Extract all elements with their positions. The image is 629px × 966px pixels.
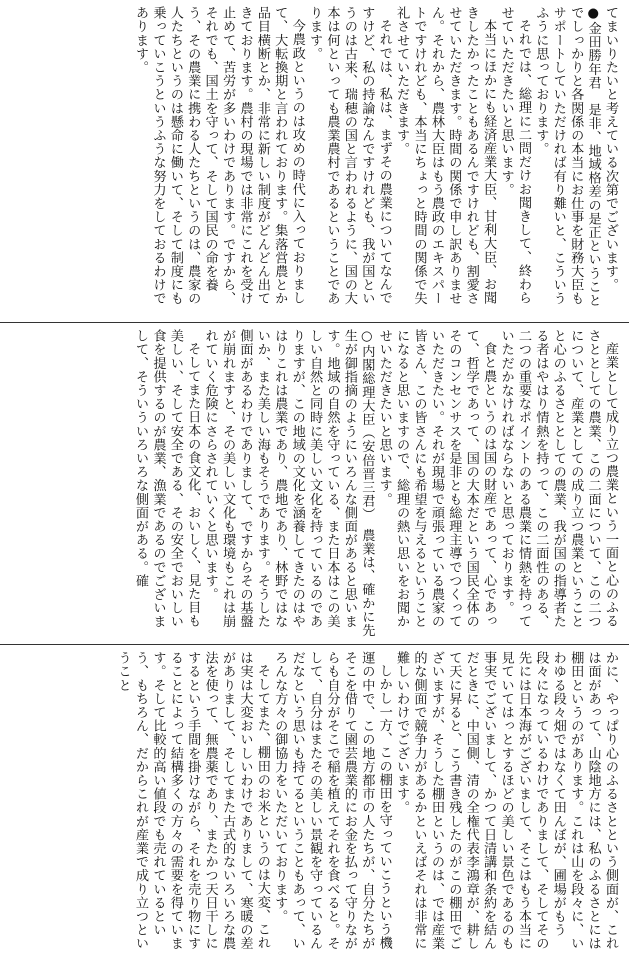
paragraph: そしてまた日本の食文化、おいしく、見た目も美しい、そして安全である、その安全でおいしい食を提供するのが農業、漁業であるのでございまして、そういういろいろな側面がある。確	[133, 329, 201, 629]
paragraph: てまいりたいと考えている次第でございます。	[603, 6, 618, 292]
vertical-text-column	[10, 329, 619, 639]
text-block-bottom	[0, 644, 629, 966]
paragraph-speaker-kaneda: ●金田勝年君 是非、地域格差の是正ということでしっかりと各関係の本当にお仕事を財務大臣もサポートしていただければ有り難いと、こういうふうに思っております。	[533, 6, 601, 307]
paragraph: それでは、総理に二問だけお聞きして、終わらせていただきたいと思います。	[498, 6, 531, 305]
paragraph: それでは、私は、まずその農業についてなんですけど、私の持論なんですけれども、我が国というのは古来、瑞穂の国と言われるように、国の大本は何といっても農業農村であるということであります。	[307, 6, 392, 306]
text-block-middle	[0, 322, 629, 644]
paragraph-speaker-abe: ○内閣総理大臣（安倍晋三君） 農業は、確かに先生が御指摘のようにいろんな側面があると思います。地域の自然を守っている、また日本はこの美しい自然と同時に美しい文化を持っているのでありますが、この地域の文化を涵養してきたのはやはりこれは農業であり、農地であり、林野ではないか、また美しい海もそうであります。そうした側面があるわけでありまして、ですからその基盤が崩れますと、その美しい文化も環境もこれは崩れていく危険にさらされていくと思います。	[202, 329, 375, 637]
paragraph: しかし一方、この棚田を守っていこうという機運の中で、この地方都市の人たちが、自分たちがそこを借りて園芸農業的にお金を払って守りながらも自分がそこで稲を植えてそれを食べると。そして、自分はまたその美しい景観を守っているんだなという思いも持てるということもあって、いろんな方々の御協力をいただいております。	[272, 651, 392, 951]
paragraph: そしてまた、棚田のお米というのは大変、これは実は大変おいしいわけでありまして、寒暖の差がありまして、そしてまた古式的ないろいろな農法を使って、無農薬であり、またかつ天日干しにするという手間を掛けながら、それを売り物にすることによって結構多くの方々の需要を得ています。そして比較的高い値段でも売れているという、もちろん、だからこれが産業で成り立つということ	[115, 651, 270, 951]
paragraph: かに、やっぱり心のふるさとという側面が、これは面があって、山陰地方には、私のふるさとには棚田というのがあります。これは山を段々に、いわゆる段々畑ではなくて田んぼが、圃場がもう段々になっているわけでありまして、そしてその先には日本海がございまして、そこはもう本当に見ていてはっとするほどの美しい景色であるのも事実でございまして、かつて日清講和条約を結んだときに、中国側、清の全権代表李鴻章が、耕して天に昇ると、こう書き残したのがこの棚田でございますが、そうした棚田というのは、では産業的な側面で競争力があるかといえばそれは非常に難しいわけでございます。	[394, 651, 618, 951]
paragraph: 食と農というのは国の財産であって、心であって、哲学であって、国の大本だという国民全体のそのコンセンサスを是非とも総理主導でつくっていただきたい。それが現場で頑張っている農家の皆さん、この皆さんにも希望を与えるということになると思いますので、総理の熱い思いをお聞かせいただきたいと思います。	[376, 329, 497, 629]
paragraph: 本当にほかにも経済産業大臣、甘利大臣、お聞きしたかったこともあるんですけれども、割愛させていただきます。時間の関係で申し訳ありません。それから、農林大臣はもう農政のエキスパートですけれども、本当にちょっと時間の関係で失礼させていただきます。	[394, 6, 497, 306]
paragraph: 産業として成り立つ農業という一面と心のふるさととしての農業、この二面について、この二つについて、産業としての成り立つ農業ということと心のふるさととしての農業、我が国の指導者たる者はやはり情熱を持って、この二面性のある、二つの重要なポイントのある農業に情熱を持っていただかなければならないと思っております。	[498, 329, 618, 629]
text-block-top	[0, 0, 629, 322]
vertical-text-column	[10, 651, 619, 961]
vertical-text-column	[10, 6, 619, 316]
paragraph: 今農政というのは攻めの時代に入っておりまして、大転換期と言われております。集落営農とか品目横断とか、非常に新しい制度がどんどん出てきております。農村の現場では非常にこれを受け止めて、苦労が多いわけであります。ですから、それでも、国土を守って、そして国民の命を養う、その農業に携わる人たちというのは、農家の人たちというのは懸命に働いて、そして制度にも乗っていこうというふうな努力をしておるわけであります。	[133, 6, 305, 306]
